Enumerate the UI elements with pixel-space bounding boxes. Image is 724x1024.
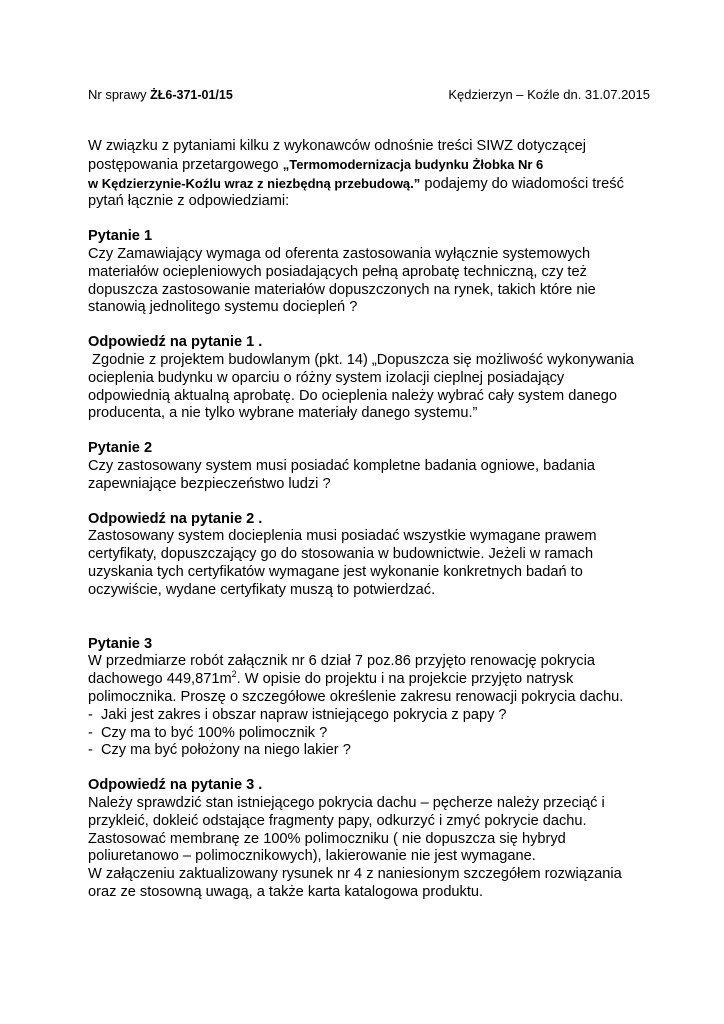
document-header [88, 84, 648, 106]
project-name-cont: w Kędzierzynie-Koźlu wraz z niezbędną przebudową.” [88, 175, 421, 191]
answer-title: Odpowiedź na pytanie 1 . [88, 334, 263, 351]
answer-2: Odpowiedź na pytanie 2 . Zastosowany system docieplenia musi posiadać wszystkie wymagane prawem certyfikaty, dopuszczający go do stosowania w budownictwie. Jeżeli w ramach uzyskania tych certyfikatów wymagane jest wykonanie konkretnych badań to oczywiście, wydane certyfikaty muszą to potwierdzać. [88, 511, 648, 600]
bullet-item: - Jaki jest zakres i obszar napraw istniejącego pokrycia z papy ? [88, 706, 507, 723]
question-title: Pytanie 1 [88, 228, 153, 245]
question-3: Pytanie 3 W przedmiarze robót załącznik nr 6 dział 7 poz.86 przyjęto renowację pokrycia dachowego $449,871m^2$. W opisie do projektu i na projekcie przyjęto natrysk polimocznika. Proszę o szczegółowe określenie zakresu renowacji pokrycia dachu. - Jaki jest zakres i obszar napraw istniejącego pokrycia z papy ? - Czy ma to być 100% polimocznik ? - Czy ma być położony na niego lakier ? [88, 636, 648, 761]
superscript-2: 2 [231, 669, 237, 680]
intro-paragraph: W związku z pytaniami kilku z wykonawców odnośnie treści SIWZ dotyczącej postępowania przetargowego „Termomodernizacja budynku Żłobka Nr 6 w Kędzierzynie-Koźlu wraz z niezbędną przebudową.” podajemy do wiadomości treść pytań łącznie z odpowiedziami: [88, 138, 624, 210]
question-title: Pytanie 2 [88, 440, 153, 457]
answer-title: Odpowiedź na pytanie 3 . [88, 777, 263, 794]
place-date: Kędzierzyn – Koźle dn. 31.07.2015 [448, 87, 650, 102]
case-number: ŻŁ6-371-01/15 [150, 88, 233, 102]
answer-3: Odpowiedź na pytanie 3 . Należy sprawdzić stan istniejącego pokrycia dachu – pęcherze należy przeciąć i przykleić, dokleić odstające fragmenty papy, odkurzyć i zmyć pokrycie dachu. Zastosować membranę ze 100% polimoczniku ( nie dopuszcza się hybryd poliuretanowo – polimocznikowych), lakierowanie nie jest wymagane. W załączeniu zaktualizowany rysunek nr 4 z naniesionym szczegółem rozwiązania oraz ze stosowną uwagą, a także karta katalogowa produktu. [88, 777, 648, 902]
answer-title: Odpowiedź na pytanie 2 . [88, 510, 263, 527]
bullet-item: - Czy ma być położony na niego lakier ? [88, 742, 351, 759]
question-1: Pytanie 1 Czy Zamawiający wymaga od oferenta zastosowania wyłącznie systemowych materiałów ociepleniowych posiadających pełną aprobatę techniczną, czy też dopuszcza zastosowanie materiałów dopuszczonych na rynek, takich które nie stanowią jednolitego systemu dociepleń ? [88, 228, 648, 317]
question-2: Pytanie 2 Czy zastosowany system musi posiadać kompletne badania ogniowe, badania zapewniające bezpieczeństwo ludzi ? [88, 440, 648, 493]
question-title: Pytanie 3 [88, 635, 153, 652]
project-name: „Termomodernizacja budynku Żłobka Nr 6 [282, 156, 544, 172]
case-number-line: Nr sprawy ŻŁ6-371-01/15 [88, 87, 233, 102]
bullet-item: - Czy ma to być 100% polimocznik ? [88, 724, 328, 741]
document-page [88, 84, 648, 902]
answer-1: Odpowiedź na pytanie 1 . Zgodnie z projektem budowlanym (pkt. 14) „Dopuszcza się możliwość wykonywania ocieplenia budynku w oparciu o różny system izolacji cieplnej posiadający odpowiednią aktualną aprobatę. Do ocieplenia należy wybrać cały system danego producenta, a nie tylko wybrane materiały danego systemu.” [88, 334, 648, 423]
